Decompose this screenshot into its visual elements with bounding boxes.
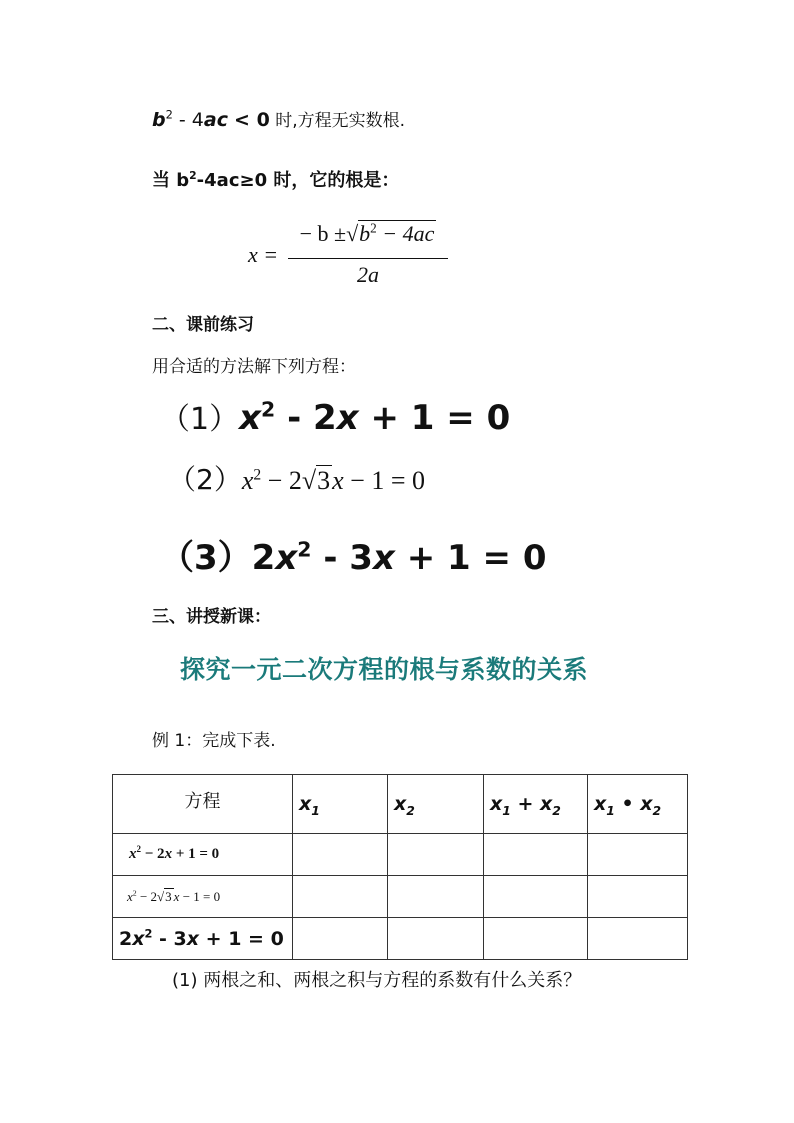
- discriminant-nonnegative-line: [152, 166, 399, 192]
- lesson-title: 探究一元二次方程的根与系数的关系: [180, 655, 589, 684]
- var-x: x: [132, 927, 145, 950]
- row-equation-2: [113, 876, 293, 918]
- equation-label: （3）: [160, 538, 252, 578]
- var-x: x: [173, 889, 180, 904]
- sum-var-a: x: [490, 793, 503, 815]
- discussion-question: (1) 两根之和、两根之积与方程的系数有什么关系？: [172, 970, 582, 991]
- sqrt-icon: √: [157, 889, 165, 904]
- cell-empty[interactable]: [388, 918, 484, 960]
- var-x: x: [186, 927, 200, 950]
- prod-var-a: x: [594, 793, 607, 815]
- cell-empty[interactable]: [588, 834, 688, 876]
- term: - 2: [275, 398, 337, 438]
- term: + 1 = 0: [199, 927, 284, 950]
- cell-empty[interactable]: [388, 876, 484, 918]
- equation-label: （1）: [160, 402, 240, 437]
- prod-sub-a: 1: [606, 803, 615, 818]
- prod-operator: •: [614, 793, 641, 815]
- row-equation-3: [113, 918, 293, 960]
- cell-empty[interactable]: [484, 834, 588, 876]
- coefficient: 2: [251, 538, 276, 578]
- example-instruction: 例 1：完成下表.: [152, 731, 276, 751]
- term: - 3: [311, 538, 373, 578]
- equation-1: [160, 394, 510, 438]
- cell-empty[interactable]: [293, 918, 388, 960]
- header-x2-sub: 2: [406, 803, 415, 818]
- sqrt-icon: √: [301, 466, 317, 495]
- fraction-bar: [288, 258, 448, 259]
- radicand: 3: [317, 466, 331, 495]
- exponent: 2: [297, 537, 312, 562]
- term: − 1 = 0: [343, 466, 425, 495]
- exponent: 2: [136, 844, 141, 854]
- term: + 1 = 0: [394, 538, 547, 578]
- cell-empty[interactable]: [484, 918, 588, 960]
- section-heading-new-lesson: 三、讲授新课：: [152, 607, 271, 627]
- exponent: 2: [189, 169, 197, 182]
- table-row: [113, 876, 688, 918]
- radicand: [358, 220, 436, 247]
- relation: < 0: [234, 109, 270, 131]
- cell-empty[interactable]: [293, 834, 388, 876]
- var-x: x: [164, 846, 173, 862]
- sum-sub-a: 1: [502, 803, 511, 818]
- header-equation: 方程: [113, 775, 293, 834]
- cell-empty[interactable]: [293, 876, 388, 918]
- cell-empty[interactable]: [588, 918, 688, 960]
- header-x1-var: x: [299, 793, 312, 815]
- table-header-row: [113, 775, 688, 834]
- table-row: [113, 834, 688, 876]
- prod-sub-b: 2: [652, 803, 662, 818]
- exponent: 2: [144, 926, 153, 941]
- roots-coefficients-table: [112, 774, 688, 960]
- exponent: 2: [132, 888, 137, 898]
- equation-label: （2）: [168, 463, 242, 496]
- practice-instruction: 用合适的方法解下列方程：: [152, 357, 356, 377]
- sum-sub-b: 2: [552, 803, 561, 818]
- var-x: x: [275, 538, 298, 578]
- formula-denominator: 2a: [357, 262, 379, 287]
- exponent: 2: [253, 466, 262, 484]
- radicand-exponent: 2: [370, 220, 377, 236]
- exponent: 2: [165, 107, 173, 122]
- radicand-b: b: [359, 221, 371, 246]
- cell-empty[interactable]: [484, 876, 588, 918]
- var-ac: ac: [203, 109, 228, 131]
- var-x: x: [129, 846, 137, 862]
- term: - 3: [152, 927, 187, 950]
- var-x: x: [239, 398, 262, 438]
- formula-lhs: x =: [248, 242, 279, 267]
- minus-four: - 4: [178, 109, 204, 131]
- term: − 2: [261, 466, 302, 495]
- sqrt-icon: √: [346, 221, 359, 246]
- no-real-roots-text: 时,方程无实数根.: [269, 111, 406, 131]
- equation-3: [160, 530, 547, 579]
- header-x2-var: x: [394, 793, 407, 815]
- term: − 1 = 0: [179, 889, 221, 904]
- radicand: 3: [165, 889, 172, 904]
- exponent: 2: [261, 397, 276, 422]
- var-x: x: [127, 889, 133, 904]
- discriminant-negative-line: [152, 106, 405, 131]
- numerator-prefix: − b ±: [299, 221, 347, 246]
- cell-empty[interactable]: [388, 834, 484, 876]
- var-x: x: [241, 466, 254, 495]
- prod-var-b: x: [640, 793, 653, 815]
- formula-numerator: [288, 220, 448, 247]
- line2-suffix: -4ac≥0 时，它的根是：: [196, 170, 400, 191]
- var-b: b: [152, 109, 166, 131]
- header-x1-sub: 1: [311, 803, 320, 818]
- term: + 1 = 0: [358, 398, 511, 438]
- row-equation-1: [113, 834, 293, 876]
- section-heading-practice: 二、课前练习: [152, 315, 254, 335]
- equation-2: [168, 458, 425, 498]
- var-x: x: [336, 398, 359, 438]
- radicand-tail: − 4ac: [376, 221, 435, 246]
- line2-prefix: 当 b: [152, 170, 190, 191]
- var-x: x: [332, 466, 344, 495]
- cell-empty[interactable]: [588, 876, 688, 918]
- term: − 2: [136, 889, 158, 904]
- header-x2: [388, 775, 484, 834]
- header-sum: [484, 775, 588, 834]
- term: − 2: [141, 846, 165, 862]
- sum-operator: +: [510, 793, 541, 815]
- table-row: [113, 918, 688, 960]
- term: + 1 = 0: [172, 846, 220, 862]
- var-x: x: [372, 538, 395, 578]
- header-x1: [293, 775, 388, 834]
- sum-var-b: x: [540, 793, 553, 815]
- coefficient: 2: [119, 927, 133, 950]
- header-product: [588, 775, 688, 834]
